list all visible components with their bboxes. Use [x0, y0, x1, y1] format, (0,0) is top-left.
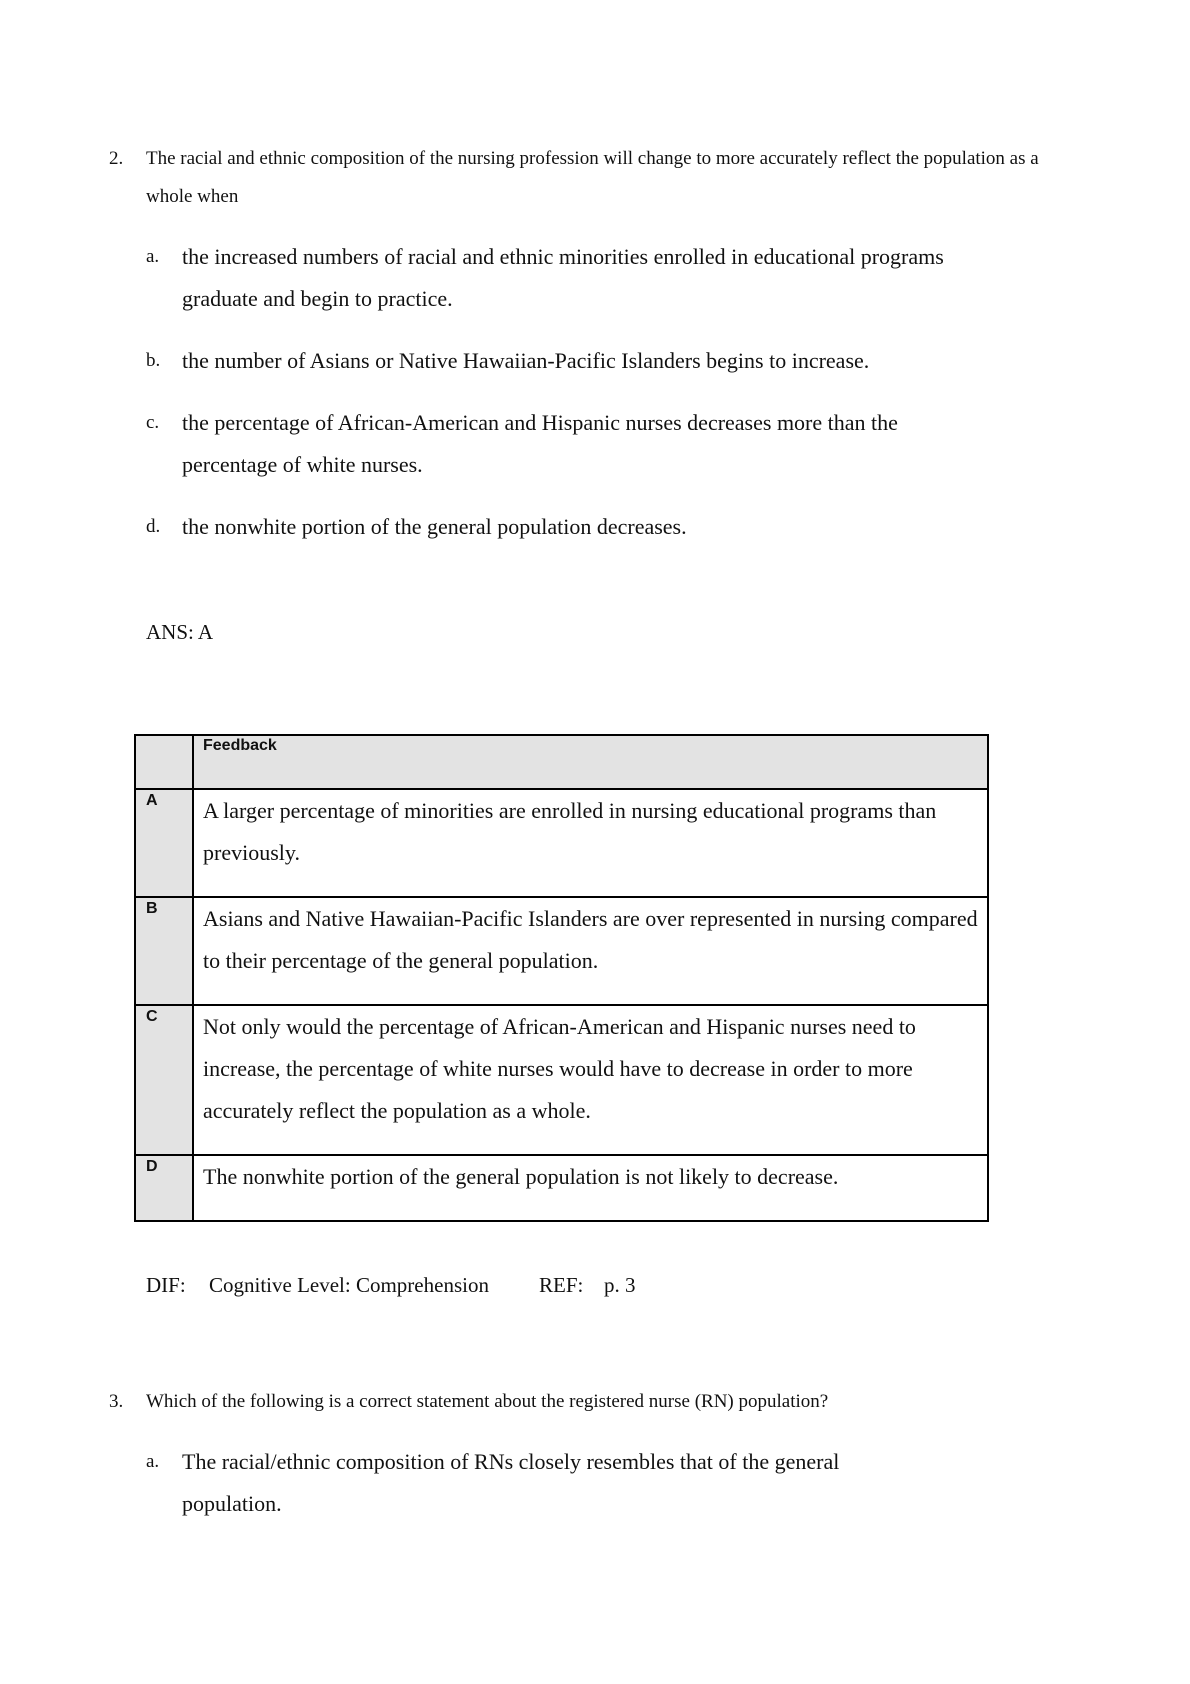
feedback-header-blank: [135, 735, 193, 789]
feedback-row: [135, 1005, 988, 1155]
option-letter: a.: [146, 246, 160, 267]
option-text: the nonwhite portion of the general population decreases.: [182, 514, 687, 539]
feedback-row: [135, 789, 988, 897]
option-letter: b.: [146, 350, 161, 371]
question-stem: The racial and ethnic composition of the nursing profession will change to more accurately reflect the population as a whole when: [146, 148, 1039, 207]
question-number: 3.: [109, 1391, 124, 1412]
feedback-text: Not only would the percentage of African-American and Hispanic nurses need to increase, the percentage of white nurses would have to decrease in order to more accurately reflect the population as a whole.: [193, 1005, 988, 1155]
feedback-letter: D: [135, 1155, 193, 1221]
feedback-text: Asians and Native Hawaiian-Pacific Islanders are over represented in nursing compared to their percentage of the general population.: [193, 897, 988, 1005]
dif-label: DIF:: [146, 1273, 186, 1297]
option-letter: a.: [146, 1451, 160, 1472]
ref-label: REF:: [539, 1273, 584, 1297]
feedback-header: Feedback: [193, 735, 988, 789]
answer-key: ANS: A: [146, 620, 214, 644]
feedback-letter: B: [135, 897, 193, 1005]
feedback-text: A larger percentage of minorities are enrolled in nursing educational programs than previously.: [193, 789, 988, 897]
option-text: the percentage of African-American and Hispanic nurses decreases more than the percentage of white nurses.: [182, 410, 898, 477]
option-text: The racial/ethnic composition of RNs closely resembles that of the general population.: [182, 1449, 840, 1516]
option-text: the number of Asians or Native Hawaiian-Pacific Islanders begins to increase.: [182, 348, 870, 373]
feedback-row: [135, 897, 988, 1005]
option-text: the increased numbers of racial and ethnic minorities enrolled in educational programs graduate and begin to practice.: [182, 244, 944, 311]
feedback-header-row: [135, 735, 988, 789]
feedback-table: [134, 734, 989, 1222]
feedback-letter: A: [135, 789, 193, 897]
option-letter: d.: [146, 516, 161, 537]
option-letter: c.: [146, 412, 160, 433]
feedback-row: [135, 1155, 988, 1221]
question-number: 2.: [109, 148, 124, 169]
dif-value: Cognitive Level: Comprehension: [209, 1273, 489, 1297]
question-stem: Which of the following is a correct statement about the registered nurse (RN) population?: [146, 1391, 829, 1412]
ref-value: p. 3: [604, 1273, 636, 1297]
feedback-text: The nonwhite portion of the general population is not likely to decrease.: [193, 1155, 988, 1221]
feedback-letter: C: [135, 1005, 193, 1155]
